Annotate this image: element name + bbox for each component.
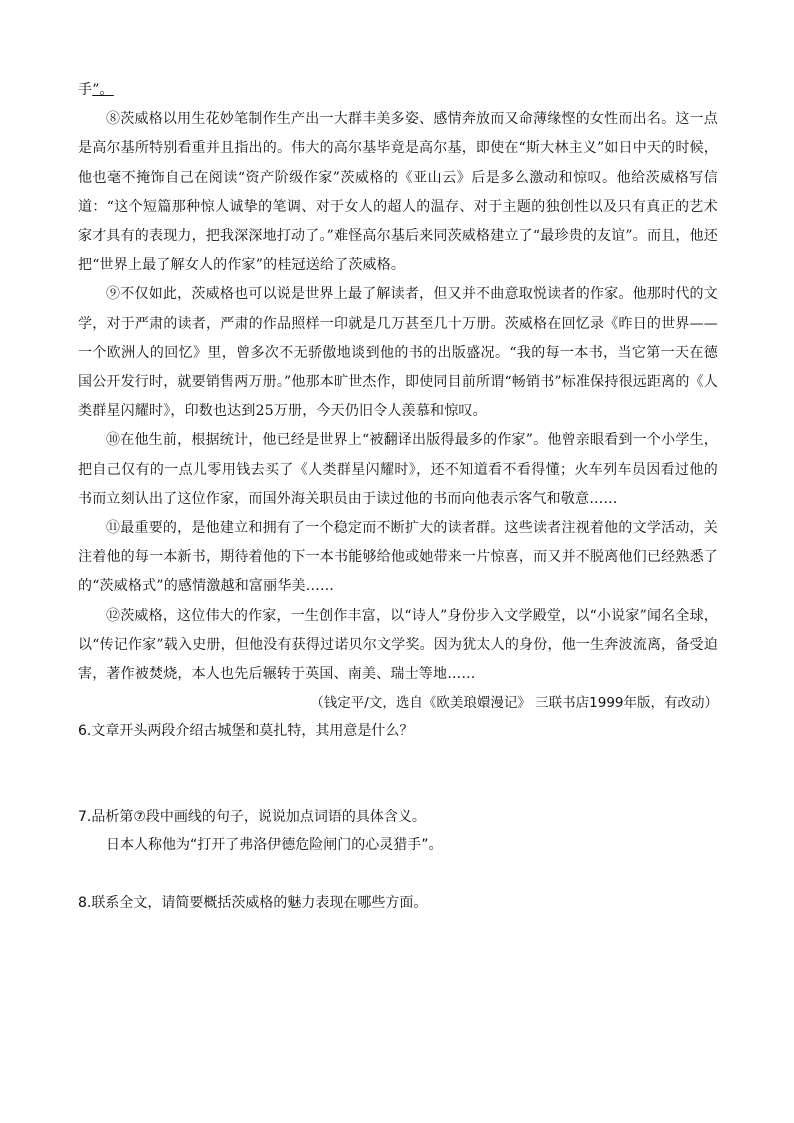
paragraph-11: ⑪最重要的，是他建立和拥有了一个稳定而不断扩大的读者群。这些读者注视着他的文学活动，关注着他的每一本新书，期待着他的下一本书能够给他或她带来一片惊喜，而又并不脱离他们已经熟悉了的“茨威格式”的感情激越和富丽华美……	[78, 520, 718, 595]
answer-space-6	[78, 745, 718, 803]
document-body	[78, 76, 718, 917]
continuation-text: 手	[78, 82, 93, 98]
question-7-quote: 日本人称他为“打开了弗洛伊德危险闸门的心灵猎手”。	[106, 837, 443, 854]
question-8: 8.联系全文，请简要概括茨威格的魅力表现在哪些方面。	[78, 895, 428, 912]
paragraph-continuation	[78, 76, 718, 105]
question-6: 6.文章开头两段介绍古城堡和莫扎特，其用意是什么？	[78, 723, 414, 740]
question-7: 7.品析第⑦段中画线的句子，说说加点词语的具体含义。	[78, 809, 426, 826]
paragraph-9: ⑨不仅如此，茨威格也可以说是世界上最了解读者，但又并不曲意取悦读者的作家。他那时代的文学，对于严肃的读者，严肃的作品照样一印就是几万甚至几十万册。茨威格在回忆录《昨日的世界——一个欧洲人的回忆》里，曾多次不无骄傲地谈到他的书的出版盛况。“我的每一本书，当它第一天在德国公开发行时，就要销售两万册。”他那本旷世杰作，即使同目前所谓“畅销书”标准保持很远距离的《人类群星闪耀时》，印数也达到25万册，今天仍旧令人羡慕和惊叹。	[78, 286, 718, 420]
underlined-quote-end: ”。	[92, 82, 114, 98]
paragraph-12: ⑫茨威格，这位伟大的作家，一生创作丰富，以“诗人”身份步入文学殿堂，以“小说家”闻名全球，以“传记作家”载入史册，但他没有获得过诺贝尔文学奖。因为犹太人的身份，他一生奔波流离，备受迫害，著作被焚烧，本人也先后辗转于英国、南美、瑞士等地……	[78, 607, 718, 683]
answer-space-7	[78, 859, 718, 889]
paragraph-8: ⑧茨威格以用生花妙笔制作生产出一大群丰美多姿、感情奔放而又命薄缘悭的女性而出名。这一点是高尔基所特别看重并且指出的。伟大的高尔基毕竟是高尔基，即使在“斯大林主义”如日中天的时候，他也毫不掩饰自己在阅读“资产阶级作家”茨威格的《亚山云》后是多么激动和惊叹。他给茨威格写信道：“这个短篇那种惊人诚挚的笔调、对于女人的超人的温存、对于主题的独创性以及只有真正的艺术家才具有的表现力，把我深深地打动了。”难怪高尔基后来同茨威格建立了“最珍贵的友谊”。而且，他还把“世界上最了解女人的作家”的桂冠送给了茨威格。	[78, 111, 718, 274]
paragraph-10: ⑩在他生前，根据统计，他已经是世界上“被翻译出版得最多的作家”。他曾亲眼看到一个小学生，把自己仅有的一点儿零用钱去买了《人类群星闪耀时》，还不知道看不看得懂；火车列车员因看过他的书而立刻认出了这位作家，而国外海关职员由于读过他的书而向他表示客气和敬意……	[78, 432, 718, 507]
source-citation: （钱定平/文，选自《欧美琅嬛漫记》 三联书店1999年版，有改动）	[310, 695, 718, 712]
